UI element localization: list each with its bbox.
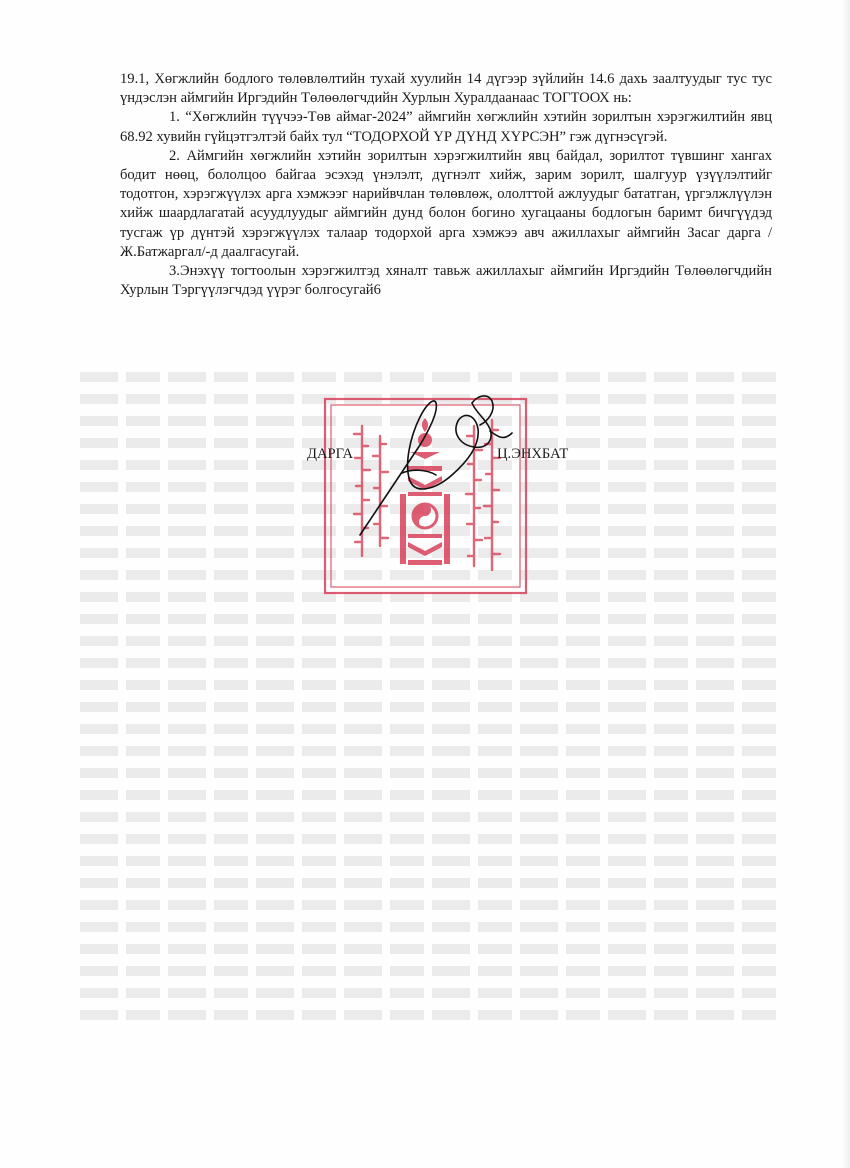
signatory-name: Ц.ЭНХБАТ [497, 446, 569, 462]
handwritten-signature [340, 385, 540, 540]
scan-edge-shadow [842, 0, 850, 1168]
clause-1-paragraph: 1. “Хөгжлийн түүчээ-Төв аймаг-2024” аймгийн хөгжлийн хэтийн зорилтын хэрэгжилтийн явц 68.92 хувийн гүйцэтгэлтэй байх тул “ТОДОРХОЙ ҮР ДҮНД ХҮРСЭН” гэж дүгнэсүгэй. [120, 109, 772, 145]
clause-2-paragraph: 2. Аймгийн хөгжлийн хэтийн зорилтын хэрэгжилтийн явц байдал, зорилтот түвшинг хангах бодит нөөц, бололцоо байгаа эсэхэд үнэлэлт, дүгнэлт хийж, зарим зорилт, шалгуур үзүүлэлтийг тодотгон, хэрэгжүүлэх арга хэмжээг нарийвчлан төлөвлөж, ололттой ажлуудыг бататган, үргэлжлүүлэн хийж шаардлагатай асуудлуудыг аймгийн дунд болон богино хугацааны бодлогын баримт бичгүүдэд тусгаж үр дүнтэй хэрэгжүүлэх талаар тодорхой арга хэмжээ авч ажиллахыг аймгийн Засаг дарга /Ж.Батжаргал/-д даалгасугай. [120, 147, 772, 260]
signatory-title: ДАРГА [307, 446, 353, 462]
preamble-paragraph: 19.1, Хөгжлийн бодлого төлөвлөлтийн тухай хуулийн 14 дүгээр зүйлийн 14.6 дахь заалтуудыг тус тус үндэслэн аймгийн Иргэдийн Төлөөлөгчдийн Хурлын Хуралдаанаас ТОГТООХ нь: [120, 71, 772, 107]
clause-3-paragraph: 3.Энэхүү тогтоолын хэрэгжилтэд хяналт тавьж ажиллахыг аймгийн Иргэдийн Төлөөлөгчдийн Хурлын Тэргүүлэгчдэд үүрэг болгосугай6 [120, 263, 772, 299]
resolution-body [120, 70, 772, 300]
